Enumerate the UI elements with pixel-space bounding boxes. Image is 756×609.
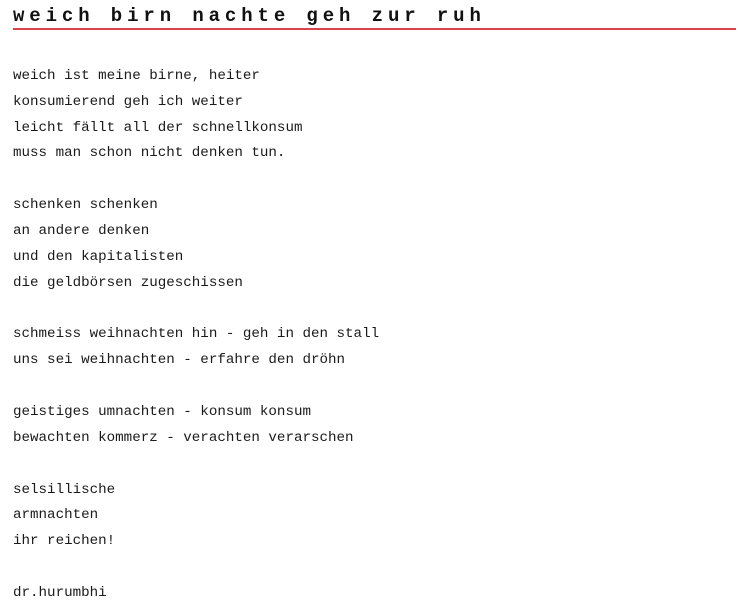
- poem-line: selsillische: [13, 481, 116, 498]
- poem-title: weich birn nachte geh zur ruh: [13, 5, 486, 27]
- poem-line: weich ist meine birne, heiter: [13, 68, 260, 84]
- poem-line: und den kapitalisten: [13, 248, 184, 265]
- poem-line: bewachten kommerz - verachten verarschen: [13, 429, 354, 446]
- poem-line: muss man schon nicht denken tun.: [13, 145, 286, 162]
- poem-line: leicht fällt all der schnellkonsum: [13, 119, 303, 136]
- poem-line: schmeiss weihnachten hin - geh in den stall: [13, 326, 380, 343]
- stanza-4: [13, 400, 743, 452]
- stanza-2: [13, 193, 743, 296]
- stanza-5: [13, 478, 743, 555]
- poem-body: [13, 64, 743, 607]
- poem-line: konsumierend geh ich weiter: [13, 93, 243, 110]
- poem-line: ihr reichen!: [13, 533, 116, 550]
- poem-line: geistiges umnachten - konsum konsum: [13, 403, 311, 420]
- poem-line: die geldbörsen zugeschissen: [13, 274, 243, 291]
- poem-line: uns sei weihnachten - erfahre den dröhn: [13, 352, 346, 369]
- stanza-3: [13, 322, 743, 374]
- poem-line: an andere denken: [13, 222, 150, 239]
- stanza-1: [13, 64, 743, 167]
- author-signature: dr.hurumbhi: [13, 584, 107, 601]
- poem-line: schenken schenken: [13, 197, 158, 214]
- title-underline: [13, 28, 736, 30]
- poem-line: armnachten: [13, 507, 99, 524]
